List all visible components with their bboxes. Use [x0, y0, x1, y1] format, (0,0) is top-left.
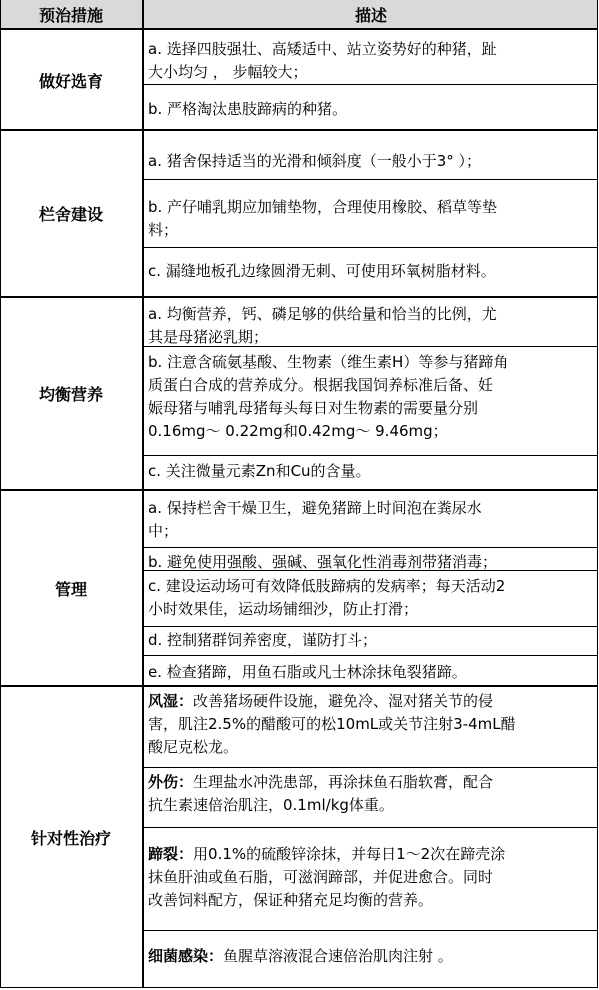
- item-separator: [144, 547, 598, 548]
- description-line: d. 控制猪群饲养密度，谨防打斗；: [148, 631, 378, 649]
- item-separator: [144, 930, 598, 931]
- description-line: 其是母猪泌乳期；: [148, 328, 269, 346]
- description-line: b. 注意含硫氨基酸、生物素（维生素H）等参与猪蹄角: [148, 353, 509, 371]
- description-line: 改善饲料配方，保证种猪充足均衡的营养。: [148, 891, 434, 909]
- description-line: c. 建设运动场可有效降低肢蹄病的发病率；每天活动2: [148, 577, 506, 595]
- description-item: [148, 690, 592, 759]
- description-line: 抗生素速倍治肌注，0.1ml/kg体重。: [148, 796, 394, 814]
- description-line: b. 避免使用强酸、强碱、强氧化性消毒剂带猪消毒；: [148, 553, 498, 571]
- description-line: [148, 945, 592, 968]
- description-line: b. 产仔哺乳期应加铺垫物，合理使用橡胶、稻草等垫: [148, 198, 498, 216]
- item-separator: [144, 455, 598, 456]
- description-item: [148, 843, 592, 912]
- item-separator: [144, 179, 598, 180]
- item-separator: [144, 827, 598, 828]
- item-separator: [144, 655, 598, 656]
- table-border-right: [597, 0, 598, 988]
- description-item: [148, 497, 592, 543]
- description-item: [148, 551, 592, 574]
- description-item: [148, 575, 592, 621]
- description-item: [148, 260, 592, 283]
- description-line: 大小均匀 ， 步幅较大；: [148, 63, 308, 81]
- description-line: a. 保持栏舍干燥卫生，避免猪蹄上时间泡在粪尿水: [148, 499, 482, 517]
- measure-category: 针对性治疗: [30, 828, 111, 848]
- description-line: [148, 843, 592, 866]
- treatment-title: 细菌感染：: [148, 947, 224, 965]
- description-line: b. 严格淘汰患肢蹄病的种猪。: [148, 100, 348, 118]
- description-line: 0.16mg～ 0.22mg和0.42mg～ 9.46mg；: [148, 422, 448, 440]
- header-description: 描述: [144, 0, 598, 30]
- description-line: 料；: [148, 221, 179, 239]
- header-measures: 预治措施: [0, 0, 142, 30]
- description-item: [148, 771, 592, 817]
- description-text: 生理盐水冲洗患部，再涂抹鱼石脂软膏，配合: [193, 773, 494, 791]
- description-line: [148, 771, 592, 794]
- description-line: 质蛋白合成的营养成分。根据我国饲养标准后备、妊: [148, 376, 494, 394]
- description-line: 小时效果佳，运动场铺细沙，防止打滑；: [148, 600, 419, 618]
- description-item: [148, 38, 592, 84]
- description-line: c. 关注微量元素Zn和Cu的含量。: [148, 462, 371, 480]
- description-line: 酸尼克松龙。: [148, 738, 239, 756]
- description-line: c. 漏缝地板孔边缘圆滑无刺、可使用环氧树脂材料。: [148, 262, 496, 280]
- description-text: 改善猪场硬件设施，避免冷、湿对猪关节的侵: [193, 692, 494, 710]
- description-line: 中；: [148, 522, 179, 540]
- description-line: [148, 690, 592, 713]
- description-text: 用0.1%的硫酸锌涂抹，并每日1～2次在蹄壳涂: [193, 845, 506, 863]
- description-item: [148, 98, 592, 121]
- description-line: 抹鱼肝油或鱼石脂，可滋润蹄部，并促进愈合。同时: [148, 868, 494, 886]
- treatment-title: 风湿：: [148, 692, 194, 710]
- description-item: [148, 460, 592, 483]
- description-line: e. 检查猪蹄，用鱼石脂或凡士林涂抹龟裂猪蹄。: [148, 663, 467, 681]
- description-line: 害，肌注2.5%的醋酸可的松10mL或关节注射3-4mL醋: [148, 715, 516, 733]
- item-separator: [144, 84, 598, 85]
- measure-category: 均衡营养: [38, 385, 103, 404]
- item-separator: [144, 626, 598, 627]
- measure-category: 管理: [54, 579, 87, 599]
- measure-category: 栏舍建设: [38, 205, 103, 224]
- description-item: [148, 303, 592, 349]
- description-item: [148, 629, 592, 652]
- item-separator: [144, 247, 598, 248]
- treatment-title: 蹄裂：: [148, 845, 194, 863]
- description-line: 娠母猪与哺乳母猪每头每日对生物素的需要量分别: [148, 399, 479, 417]
- description-item: [148, 661, 592, 684]
- item-separator: [144, 767, 598, 768]
- measure-category: 做好选育: [38, 71, 103, 91]
- column-divider: [142, 0, 144, 988]
- description-line: a. 选择四肢强壮、高矮适中、站立姿势好的种猪，趾: [148, 40, 497, 58]
- description-line: a. 均衡营养，钙、磷足够的供给量和恰当的比例，尤: [148, 305, 497, 323]
- description-item: [148, 196, 592, 242]
- description-item: [148, 351, 592, 443]
- description-item: [148, 150, 592, 173]
- treatment-title: 外伤：: [148, 773, 194, 791]
- description-text: 鱼腥草溶液混合速倍治肌肉注射 。: [223, 947, 453, 965]
- description-item: [148, 945, 592, 968]
- description-line: a. 猪舍保持适当的光滑和倾斜度（一般小于3° ）；: [148, 152, 482, 170]
